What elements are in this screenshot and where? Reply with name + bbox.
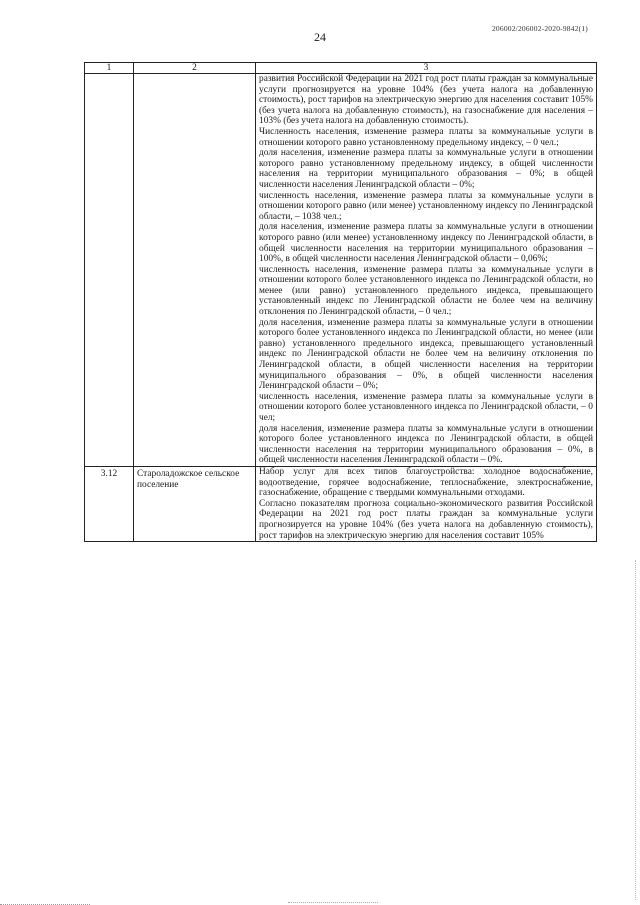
row-number-cell [85, 74, 134, 467]
document-table [84, 62, 597, 542]
document-registration-code: 206002/206002-2020-9842(1) [491, 24, 588, 33]
row-content-cell [256, 466, 597, 541]
column-number-3: 3 [256, 63, 597, 74]
scan-artifact-line [0, 898, 90, 905]
paragraph: численность населения, изменение размера платы за коммунальные услуги в отношении которого равно (или менее) установленному индексу по Ленинградской области, – 1038 чел.; [259, 190, 593, 222]
row-number-cell: 3.12 [85, 466, 134, 541]
paragraph: доля населения, изменение размера платы за коммунальные услуги в отношении которого равно (или менее) установленному индексу по Ленинградской области, в общей численности населения на территории муниципального образования – 100%, в общей численности населения Ленинградской области – 0,06%; [259, 222, 593, 265]
row-name-cell: Староладожское сельское поселение [134, 466, 256, 541]
paragraph: Набор услуг для всех типов благоустройства: холодное водоснабжение, водоотведение, горячее водоснабжение, теплоснабжение, электроснабжение, газоснабжение, обращение с твердыми коммунальными отходами. [259, 466, 593, 499]
table-header-row [85, 63, 597, 74]
paragraph: доля населения, изменение размера платы за коммунальные услуги в отношении которого равно установленному предельному индексу, в общей численности населения на территории муниципального образования – 0%; в общей численности населения Ленинградской области – 0%; [259, 148, 593, 190]
table-row-continued [85, 74, 597, 467]
paragraph: развития Российской Федерации на 2021 год рост платы граждан за коммунальные услуги прогнозируется на уровне 104% (без учета налога на добавленную стоимость), рост тарифов на электрическую энергию для населения составит 105% (без учета налога на добавленную стоимость), на газоснабжение для населения – 103% (без учета налога на добавленную стоимость). [259, 74, 593, 127]
scan-artifact-edge [635, 560, 638, 900]
table-row-3-12 [85, 466, 597, 541]
column-number-1: 1 [85, 63, 134, 74]
column-number-2: 2 [134, 63, 256, 74]
row-content-cell [256, 74, 597, 467]
paragraph: Численность населения, изменение размера платы за коммунальные услуги в отношении которого равно установленному предельному индексу, – 0 чел.; [259, 126, 593, 148]
paragraph: доля населения, изменение размера платы за коммунальные услуги в отношении которого более установленного индекса по Ленинградской области, в общей численности населения на территории муниципального образования – 0%, в общей численности населения Ленинградской области – 0%. [259, 423, 593, 466]
paragraph: численность населения, изменение размера платы за коммунальные услуги в отношении которого более установленного индекса по Ленинградской области, но менее (или равно) установленного предельного индекса, превышающего установленный индекс по Ленинградской области не более чем на величину отклонения по Ленинградской области, – 0 чел.; [259, 264, 593, 318]
paragraph: численность населения, изменение размера платы за коммунальные услуги в отношении которого более установленного индекса по Ленинградской области, – 0 чел; [259, 391, 593, 423]
row-name-cell [134, 74, 256, 467]
paragraph: доля населения, изменение размера платы за коммунальные услуги в отношении которого более установленного индекса по Ленинградской области, но менее (или равно) установленного предельного индекса, превышающего установленный индекс по Ленинградской области не более чем на величину отклонения по Ленинградской области, в общей численности населения на территории муниципального образования – 0%, в общей численности населения Ленинградской области – 0%; [259, 317, 593, 392]
page-number: 24 [314, 30, 326, 44]
scan-artifact-line [288, 898, 378, 903]
paragraph: Согласно показателям прогноза социально-экономического развития Российской Федерации на 2021 год рост платы граждан за коммунальные услуги прогнозируется на уровне 104% (без учета налога на добавленную стоимость), рост тарифов на электрическую энергию для населения составит 105% [259, 498, 593, 541]
